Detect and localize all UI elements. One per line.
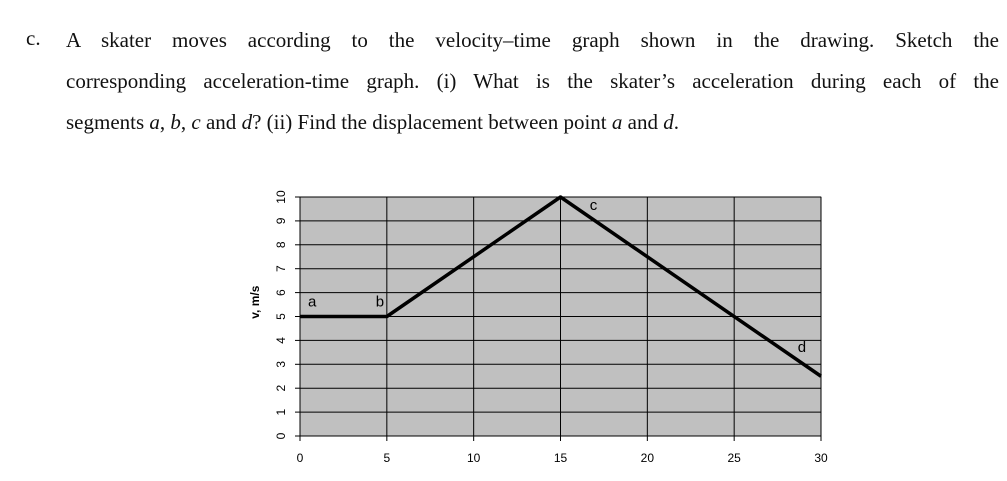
y-tick-label: 9 [274, 217, 288, 225]
y-tick-label: 4 [274, 337, 288, 344]
segment-label-b: b [375, 293, 385, 311]
segment-label-d: d [797, 339, 807, 357]
comma-separator: , [180, 110, 192, 134]
point-d-label: d [663, 110, 674, 134]
x-tick-label: 10 [466, 451, 481, 465]
line3-mid-text: ? (ii) Find the displacement between point [252, 110, 612, 134]
segment-label-c: c [589, 196, 598, 214]
segment-c-label: c [191, 110, 201, 134]
line3-pre-text: segments [66, 110, 150, 134]
x-tick-label: 5 [383, 451, 391, 465]
chart-svg [245, 185, 835, 475]
y-tick-label: 8 [274, 241, 288, 249]
y-tick-label: 6 [274, 289, 288, 296]
x-tick-label: 0 [296, 451, 304, 465]
x-tick-label: 15 [553, 451, 568, 465]
and-text: and [200, 110, 242, 134]
x-tick-label: 30 [814, 451, 828, 465]
y-tick-label: 0 [274, 432, 288, 440]
problem-line-3 [66, 108, 679, 136]
x-tick-label: 20 [640, 451, 655, 465]
y-tick-label: 7 [274, 265, 288, 273]
y-tick-label: 5 [274, 313, 288, 320]
period: . [673, 110, 679, 134]
segment-label-a: a [307, 293, 317, 311]
x-tick-label: 25 [727, 451, 741, 465]
velocity-time-chart [245, 185, 835, 475]
y-tick-label: 1 [274, 408, 288, 416]
problem-line-1: A skater moves according to the velocity–time graph shown in the drawing. Sketch the [66, 28, 999, 52]
y-axis-label: v, m/s [248, 285, 262, 319]
and-text: and [622, 110, 664, 134]
y-tick-label: 10 [274, 190, 288, 204]
segment-b-label: b [170, 110, 181, 134]
problem-line-2: corresponding acceleration-time graph. (i) What is the skater’s acceleration during each of the [66, 69, 999, 93]
comma-separator: , [159, 110, 171, 134]
point-a-label: a [611, 110, 623, 134]
y-tick-label: 3 [274, 360, 288, 368]
problem-label: c. [26, 26, 41, 50]
segment-a-label: a [149, 110, 160, 134]
y-tick-label: 2 [274, 384, 288, 392]
segment-d-label: d [241, 110, 253, 134]
